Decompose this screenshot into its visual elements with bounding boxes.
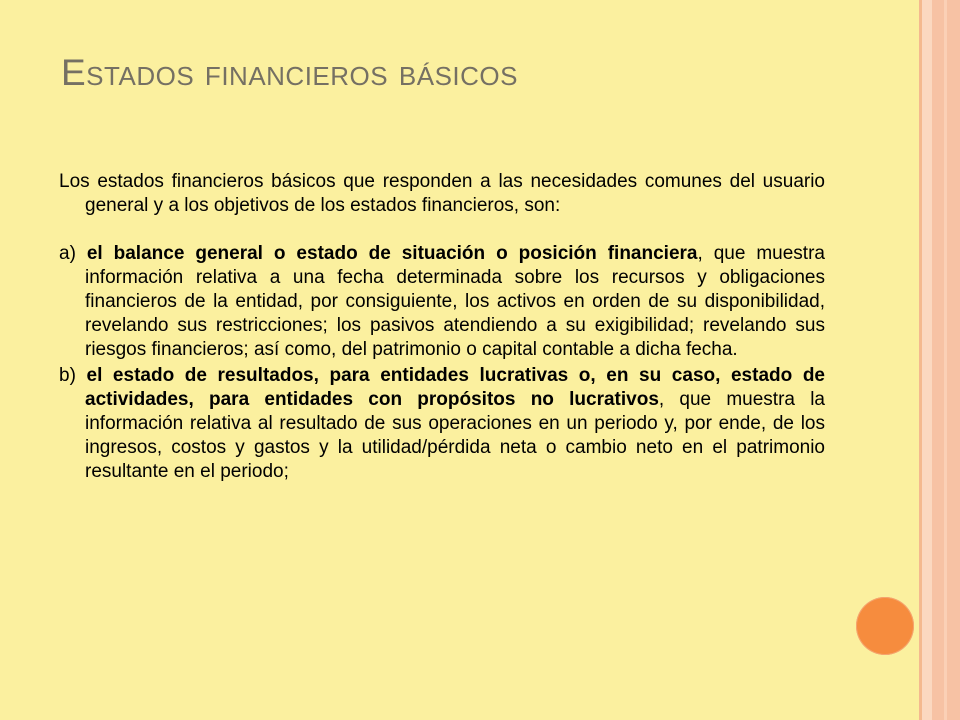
item-a-description: , que muestra información relativa a una fecha determinada sobre los recursos y obligaciones financieros de la entidad, por consiguiente, los activos en orden de su disponibilidad, revelando sus restricciones; los pasivos atendiendo a su exigibilidad; revelando sus riesgos financieros; así como, del patrimonio o capital contable a dicha fecha. bbox=[85, 243, 825, 360]
item-b-term: el estado de resultados, para entidades lucrativas o, en su caso, estado de actividades, para entidades con propósitos no lucrativos bbox=[85, 365, 825, 410]
item-a-prefix: a) bbox=[59, 243, 87, 264]
decorative-stripe-2 bbox=[922, 0, 932, 720]
list-item-b bbox=[59, 364, 825, 484]
item-a-term: el balance general o estado de situación o posición financiera bbox=[86, 243, 698, 264]
slide-body bbox=[59, 170, 825, 484]
slide-title: Estados financieros básicos bbox=[61, 52, 518, 93]
item-b-description: , que muestra la información relativa al resultado de sus operaciones en un periodo y, por ende, de los ingresos, costos y gastos y la utilidad/pérdida neta o cambio neto en el patrimonio resultante en el periodo; bbox=[85, 389, 825, 482]
item-b-prefix: b) bbox=[59, 365, 87, 386]
decorative-stripe-4 bbox=[944, 0, 947, 720]
list-item-a bbox=[59, 242, 825, 362]
accent-circle bbox=[856, 597, 914, 655]
intro-paragraph: Los estados financieros básicos que responden a las necesidades comunes del usuario general y a los objetivos de los estados financieros, son: bbox=[59, 171, 825, 216]
